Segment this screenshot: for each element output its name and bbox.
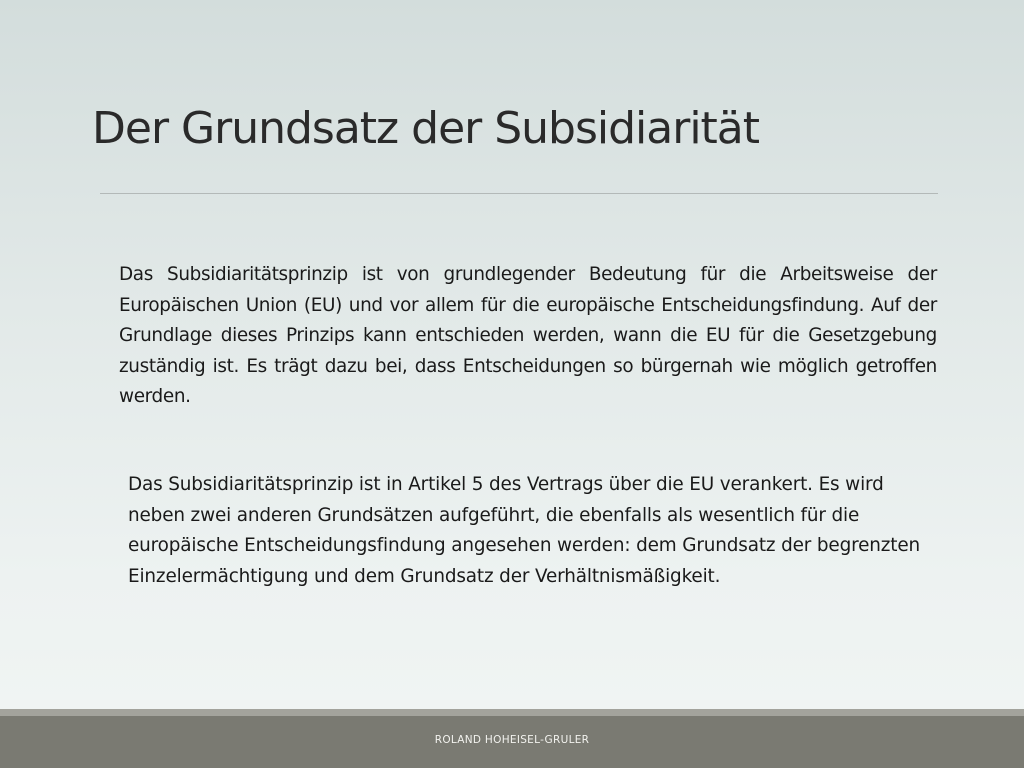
footer-author: ROLAND HOHEISEL-GRULER [434, 734, 590, 746]
paragraph-intro: Das Subsidiaritätsprinzip ist von grundlegender Bedeutung für die Arbeitsweise der Europäischen Union (EU) und vor allem für die europäische Entscheidungsfindung. Auf der Grundlage dieses Prinzips kann entschieden werden, wann die EU für die Gesetzgebung zuständig ist. Es trägt dazu bei, dass Entscheidungen so bürgernah wie möglich getroffen werden. [119, 264, 937, 407]
slide-title: Der Grundsatz der Subsidiarität [92, 103, 760, 154]
title-divider [100, 193, 938, 194]
paragraph-article-5: Das Subsidiaritätsprinzip ist in Artikel 5 des Vertrags über die EU verankert. Es wird neben zwei anderen Grundsätzen aufgeführt, die ebenfalls als wesentlich für die europäische Entscheidungsfindung angesehen werden: dem Grundsatz der begrenzten Einzelermächtigung und dem Grundsatz der Verhältnismäßigkeit. [128, 474, 921, 587]
